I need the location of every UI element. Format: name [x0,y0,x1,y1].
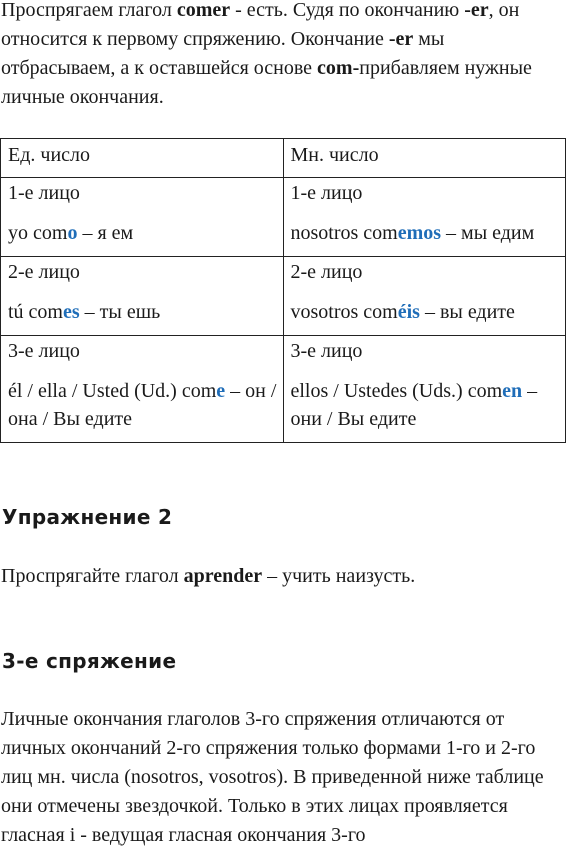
table-header-row [1,139,566,178]
cell-plural-2 [283,257,566,336]
form-ending: es [63,301,80,323]
intro-text-3: , он относится к первому спряжению. Окончание [1,0,520,50]
cell-singular-2 [1,257,284,336]
conj-form [8,377,277,433]
conj-form [291,298,560,326]
form-translation: – они / Вы едите [290,380,538,430]
intro-text-1: Проспрягаем глагол [1,0,177,21]
table-row [1,257,566,336]
intro-verb: comer [176,0,231,21]
form-stem: ellos / Ustedes (Uds.) com [290,380,503,402]
form-stem: nosotros com [290,222,398,244]
header-plural: Мн. число [283,139,566,178]
form-stem: yo com [8,222,68,244]
intro-text-2: - есть. Судя по окончанию [230,0,465,21]
person-label: 2-е лицо [290,261,363,283]
conj-form [291,219,560,247]
exercise-text-1: Проспрягайте глагол [1,565,184,587]
cell-plural-3 [283,336,566,443]
form-translation: – я ем [77,222,134,244]
exercise-text-2: – учить наизусть. [262,565,416,587]
form-stem: él / ella / Usted (Ud.) com [8,380,217,402]
form-ending: éis [397,301,420,323]
form-translation: – он / она / Вы едите [8,380,277,430]
exercise-paragraph [0,562,566,591]
table-row [1,178,566,257]
cell-singular-3 [1,336,284,443]
conj-form [8,298,277,326]
form-stem: tú com [8,301,63,323]
form-ending: en [502,380,523,402]
section-heading: 3-е спряжение [2,649,177,673]
conj-form [291,377,560,433]
form-stem: vosotros com [290,301,398,323]
intro-paragraph [0,0,566,112]
form-translation: – мы едим [441,222,535,244]
form-ending: e [216,380,226,402]
cell-singular-1 [1,178,284,257]
person-label: 1-е лицо [8,182,80,204]
conj-form [8,219,277,247]
header-singular: Ед. число [1,139,284,178]
exercise-heading: Упражнение 2 [2,505,173,529]
intro-text-5: прибавляем нужные личные окончания. [1,57,532,108]
person-label: 1-е лицо [290,182,363,204]
form-ending: o [67,222,78,244]
conjugation-table [0,138,566,443]
intro-stem: com- [317,57,360,79]
form-ending: emos [397,222,442,244]
cell-plural-1 [283,178,566,257]
section-paragraph: Личные окончания глаголов 3-го спряжения отличаются от личных окончаний 2-го спряжения только формами 1-го и 2-го лиц мн. числа (nosotros, vosotros). В приведенной ниже таблице они отмечены звездочкой. Только в этих лицах проявляется гласная i - ведущая гласная окончания 3-го [1,708,544,846]
form-translation: – ты ешь [79,301,161,323]
intro-ending-2: -er [388,28,414,50]
exercise-verb: aprender [183,565,263,587]
intro-text-4: мы отбрасываем, а к оставшейся основе [1,28,445,79]
form-translation: – вы едите [419,301,515,323]
person-label: 2-е лицо [8,261,80,283]
person-label: 3-е лицо [8,340,80,362]
intro-ending: -er [464,0,489,21]
person-label: 3-е лицо [290,340,363,362]
table-row [1,336,566,443]
